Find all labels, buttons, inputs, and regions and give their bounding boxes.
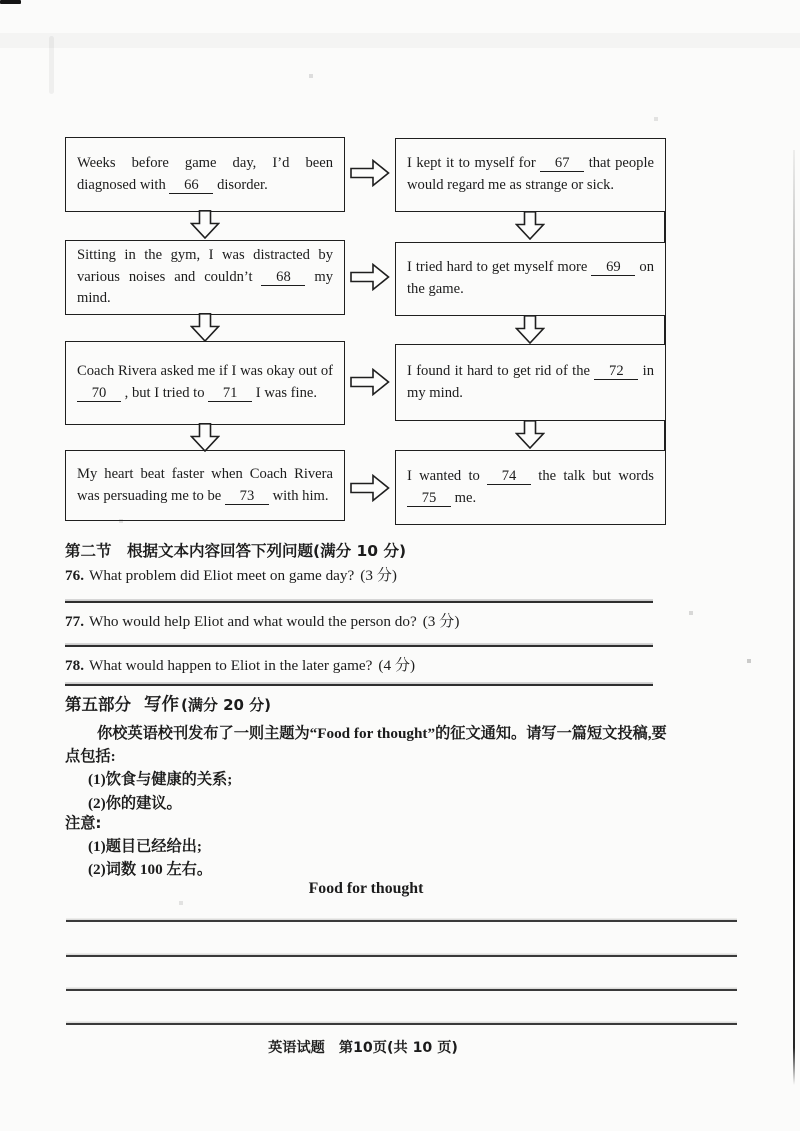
writing-notice-label: 注意:	[65, 814, 102, 832]
flow-box-left-2	[65, 240, 345, 315]
flow-box-right-2	[395, 242, 666, 316]
question-76	[65, 564, 397, 585]
section2-header: 第二节 根据文本内容回答下列问题(满分 10 分)	[65, 542, 407, 560]
writing-line	[66, 989, 737, 991]
flow-box-right-1	[395, 138, 666, 212]
flow-box-left-2-text: Sitting in the gym, I was distracted by various noises and couldn’t 68 my mind.	[77, 246, 334, 307]
cloze-blank-75: 75	[407, 491, 451, 507]
section5-title-label: 写作	[144, 695, 179, 715]
cloze-blank-69: 69	[591, 260, 635, 276]
scan-artifact-right-edge	[793, 150, 795, 1085]
scan-artifact-dash	[0, 0, 21, 4]
flow-box-left-1	[65, 137, 345, 212]
down-arrow-icon	[190, 313, 220, 342]
writing-note-2: (2)词数 100 左右。	[88, 861, 213, 878]
footer-page-number: 第10页(共 10 页)	[338, 1040, 458, 1056]
section5-part-label: 第五部分	[65, 695, 131, 714]
cloze-blank-71: 71	[208, 386, 252, 402]
scan-artifact-band	[0, 33, 800, 48]
writing-note-1: (1)题目已经给出;	[88, 838, 202, 855]
answer-line	[65, 684, 653, 686]
flow-right-edge-connector	[664, 420, 666, 451]
writing-line	[66, 1023, 737, 1025]
footer-doc-label: 英语试题	[268, 1040, 325, 1056]
answer-line	[65, 645, 653, 647]
right-arrow-icon	[350, 474, 390, 502]
scan-noise-speckles	[0, 0, 2, 2]
flow-box-right-1-text: I kept it to myself for 67 that people would regard me as strange or sick.	[407, 155, 654, 193]
cloze-blank-72: 72	[594, 364, 638, 380]
question-78-score: (4 分)	[378, 657, 416, 674]
section5-score-label: (满分 20 分)	[181, 696, 272, 714]
flow-right-edge-connector	[664, 211, 666, 243]
cloze-blank-66: 66	[169, 178, 213, 194]
question-78-text: What would happen to Eliot in the later game?	[88, 657, 373, 674]
flow-box-right-3-text: I found it hard to get rid of the 72 in my mind.	[407, 362, 654, 401]
essay-title: Food for thought	[308, 880, 424, 897]
writing-line	[66, 920, 737, 922]
writing-intro-line-2: 点包括:	[65, 748, 116, 765]
right-arrow-icon	[350, 368, 390, 396]
down-arrow-icon	[515, 315, 545, 344]
cloze-blank-74: 74	[487, 469, 531, 485]
question-76-score: (3 分)	[360, 567, 397, 584]
flow-right-edge-connector	[664, 315, 666, 345]
right-arrow-icon	[350, 263, 390, 291]
question-77-number: 77.	[65, 613, 84, 630]
question-76-text: What problem did Eliot meet on game day?	[88, 567, 355, 584]
scan-artifact-smudge	[49, 36, 54, 94]
down-arrow-icon	[190, 210, 220, 239]
writing-point-1: (1)饮食与健康的关系;	[88, 771, 233, 788]
cloze-blank-67: 67	[540, 156, 584, 172]
question-77-text: Who would help Eliot and what would the person do?	[88, 613, 417, 630]
flow-box-right-4	[395, 450, 666, 525]
section5-header	[65, 691, 271, 716]
question-76-number: 76.	[65, 567, 84, 584]
writing-intro-line-1: 你校英语校刊发布了一则主题为“Food for thought”的征文通知。请写一篇短文投稿,要	[97, 725, 667, 742]
writing-line	[66, 955, 737, 957]
cloze-blank-68: 68	[261, 270, 305, 286]
flow-box-right-4-text: I wanted to 74 the talk but words 75 me.	[407, 467, 654, 506]
question-77	[65, 610, 459, 631]
flow-box-right-3	[395, 344, 666, 421]
down-arrow-icon	[190, 423, 220, 452]
down-arrow-icon	[515, 211, 545, 240]
page-footer	[268, 1037, 458, 1057]
down-arrow-icon	[515, 420, 545, 449]
cloze-blank-70: 70	[77, 386, 121, 402]
flow-box-left-1-text: Weeks before game day, I’d been diagnosed with 66 disorder.	[77, 154, 333, 193]
answer-line	[65, 601, 653, 603]
flow-box-left-4-text: My heart beat faster when Coach Rivera was persuading me to be 73 with him.	[77, 465, 333, 504]
question-77-score: (3 分)	[422, 613, 460, 630]
flow-box-right-2-text: I tried hard to get myself more 69 on the game.	[407, 259, 654, 297]
right-arrow-icon	[350, 159, 390, 187]
writing-point-2: (2)你的建议。	[88, 795, 182, 812]
cloze-blank-73: 73	[225, 489, 269, 505]
flow-box-left-3-text: Coach Rivera asked me if I was okay out of 70 , but I tried to 71 I was fine.	[77, 363, 333, 401]
question-78	[65, 654, 415, 675]
flow-box-left-3	[65, 341, 345, 425]
question-78-number: 78.	[65, 657, 84, 674]
flow-box-left-4	[65, 450, 345, 521]
